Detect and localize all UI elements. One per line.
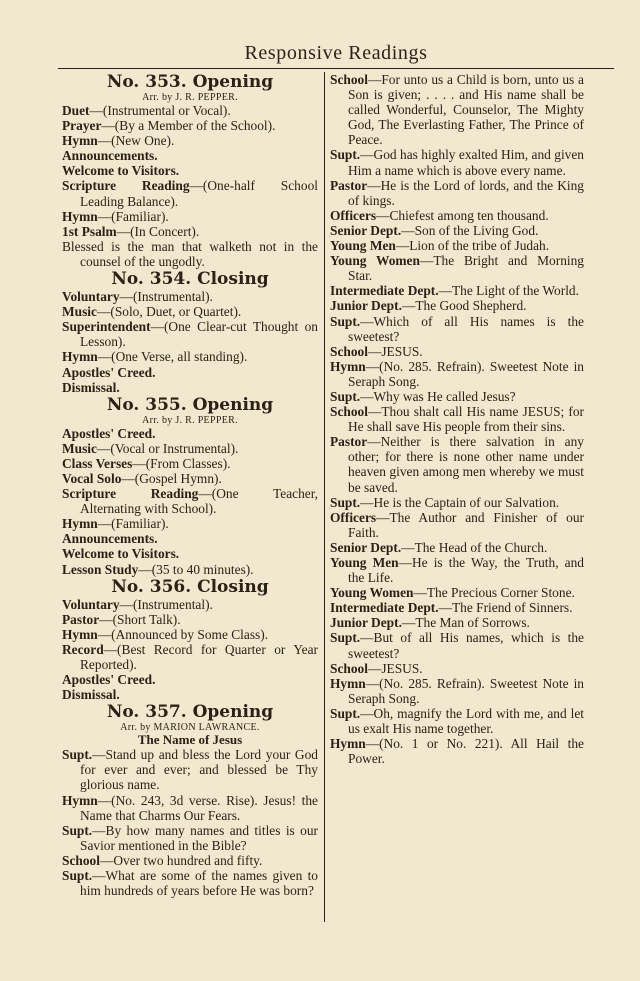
line-text: —(Instrumental or Vocal). [89,103,231,118]
reading-line [330,555,584,585]
line-text: —God has highly exalted Him, and given Him a name which is above every name. [348,147,584,178]
section-heading: No. 353. Opening [106,72,274,92]
line-text: —(Short Talk). [99,611,181,627]
reading-line [330,147,584,177]
speaker-label: Hymn [62,349,98,365]
line-text: —Oh, magnify the Lord with me, and let us exalt His name together. [348,705,584,737]
speaker-label: Apostles' Creed. [62,425,156,441]
speaker-label: Class Verses [62,455,133,471]
line-text: —(Announced by Some Class). [97,626,269,642]
line-text: —(No. 1 or No. 221). All Hail the Power. [348,736,584,767]
reading-line [62,516,318,531]
reading-line [62,597,318,612]
line-text: —For unto us a Child is born, unto us a Son is given; . . . . and His name shall be called Wonderful, Counselor, The Mighty God, The Everlasting Father, The Prince of Peace. [348,72,584,148]
section-lines [62,597,318,703]
speaker-label: Prayer [62,118,102,134]
speaker-label: School [62,852,100,868]
speaker-label: Hymn [330,675,366,691]
speaker-label: Intermediate Dept. [330,283,439,299]
speaker-label: Dismissal. [62,687,120,703]
arranger-credit: Arr. by J. R. PEPPER. [142,92,238,103]
speaker-label: Welcome to Visitors. [62,163,180,179]
speaker-label: Lesson Study [62,561,139,577]
speaker-label: Music [62,304,97,320]
speaker-label: Welcome to Visitors. [62,546,180,562]
line-text: —(35 to 40 minutes). [138,561,254,577]
line-text: —(One Clear-cut Thought on Lesson). [80,319,318,350]
line-text: —The Good Shepherd. [401,298,527,314]
speaker-label: Supt. [330,388,361,404]
reading-line [62,148,318,163]
reading-line [62,163,318,178]
left-column [62,72,318,898]
reading-line [62,687,318,702]
reading-line [62,868,318,898]
reading-line [330,238,584,253]
reading-line [62,133,318,148]
reading-line [62,672,318,687]
speaker-label: Vocal Solo [62,470,122,486]
speaker-label: Junior Dept. [330,298,402,314]
reading-line [330,253,584,283]
line-text: —Neither is there salvation in any other; for there is none other name under heaven given among men whereby we must be saved. [348,434,584,495]
speaker-label: Supt. [330,494,361,510]
speaker-label: Apostles' Creed. [62,364,156,380]
line-text: —Chiefest among ten thousand. [376,207,549,223]
line-text: —Son of the Living God. [401,222,539,238]
line-text: —Lion of the tribe of Judah. [395,238,550,254]
speaker-label: Record [62,641,104,657]
reading-line [62,426,318,441]
speaker-label: Supt. [330,147,361,163]
line-text: —But of all His names, which is the sweetest? [348,630,584,661]
reading-line [330,615,584,630]
reading-line [330,676,584,706]
speaker-label: Senior Dept. [330,222,402,238]
reading-line [330,630,584,660]
reading-line [330,510,584,540]
arranger-credit: Arr. by J. R. PEPPER. [142,414,238,426]
reading-line [62,531,318,546]
line-text: —He is the Way, the Truth, and the Life. [348,555,584,586]
line-text: —(Vocal or Instrumental). [96,440,239,456]
line-text: —(Instrumental). [119,289,213,305]
section-heading: No. 354. Closing [111,269,269,290]
reading-line [62,209,318,224]
column-divider [324,72,325,922]
line-text: —Over two hundred and fifty. [99,852,263,868]
speaker-label: Officers [330,509,377,525]
reading-line [330,600,584,615]
speaker-label: Hymn [62,792,98,808]
line-text: —(One Verse, all standing). [97,349,248,365]
line-text: —(By a Member of the School). [101,118,276,134]
speaker-label: Announcements. [62,148,158,164]
line-text: —Stand up and bless the Lord your God for ever and ever; and blessed be Thy glorious name. [80,747,318,793]
speaker-label: Hymn [330,736,366,752]
line-text: —(Solo, Duet, or Quartet). [96,304,242,320]
speaker-label: Pastor [62,611,100,627]
speaker-label: Young Men [330,555,399,570]
line-text: —(Instrumental). [119,596,213,612]
line-text: —(No. 243, 3d verse. Rise). Jesus! the Name that Charms Our Fears. [80,792,318,823]
speaker-label: Supt. [330,705,361,721]
reading-line [330,585,584,600]
line-text: —The Bright and Morning Star. [348,253,584,284]
reading-line [62,178,318,208]
speaker-label: School [330,72,368,87]
speaker-label: Announcements. [62,531,158,547]
line-text: —(No. 285. Refrain). Sweetest Note in Seraph Song. [348,358,584,389]
reading-line [330,178,584,208]
reading-line [330,495,584,510]
reading-subtitle: The Name of Jesus [137,732,243,748]
speaker-label: 1st Psalm [62,223,117,239]
reading-line [62,456,318,471]
reading-line [330,223,584,238]
reading-line [62,118,318,133]
reading-line [62,103,318,118]
reading-line [62,642,318,672]
reading-line [62,441,318,456]
speaker-label: Young Women [330,585,414,601]
reading-line [330,72,584,147]
reading-line [330,661,584,676]
reading-line [62,612,318,627]
speaker-label: Hymn [330,358,366,374]
speaker-label: Superintendent [62,319,151,335]
reading-line [62,546,318,561]
line-text: —JESUS. [367,660,423,676]
reading-line [330,389,584,404]
line-text: —JESUS. [367,343,423,359]
reading-line [62,627,318,642]
speaker-label: Music [62,440,97,456]
reading-line [330,298,584,313]
line-text: —The Light of the World. [438,283,579,299]
speaker-label: Senior Dept. [330,539,402,555]
speaker-label: Supt. [330,630,361,646]
line-text: —(New One). [97,133,175,149]
reading-line [62,853,318,868]
line-text: —He is the Captain of our Salvation. [360,494,560,510]
line-text: —(Best Record for Quarter or Year Reported). [80,641,318,672]
speaker-label: Hymn [62,208,98,224]
header-rule [58,68,614,69]
section-lines [62,289,318,395]
speaker-label: Duet [62,103,90,118]
reading-line [330,736,584,766]
section-heading: No. 357. Opening [106,702,274,723]
reading-line [330,283,584,298]
reading-line [330,344,584,359]
line-text: —(Familiar). [97,516,169,532]
speaker-label: Scripture Reading [62,178,190,194]
speaker-label: School [330,404,368,420]
reading-line [330,540,584,555]
line-text: —The Friend of Sinners. [438,600,573,616]
speaker-label: Voluntary [62,596,120,612]
line-text: —The Head of the Church. [401,539,548,555]
section-lines [62,103,318,269]
reading-line [330,314,584,344]
line-text: —The Author and Finisher of our Faith. [348,509,584,540]
speaker-label: Hymn [62,133,98,149]
speaker-label: School [330,660,368,676]
page-title: Responsive Readings [244,42,428,64]
line-text: —Which of all His names is the sweetest? [348,313,584,344]
speaker-label: Supt. [62,747,93,763]
line-text: —Thou shalt call His name JESUS; for He shall save His people from their sins. [348,404,584,435]
speaker-label: Supt. [330,313,361,329]
speaker-label: Young Men [330,238,396,254]
reading-line [62,349,318,364]
line-text: —(One Teacher, Alternating with School). [80,486,318,517]
reading-line [62,289,318,304]
reading-line [62,793,318,823]
right-column [330,72,584,766]
line-text: Blessed is the man that walketh not in the counsel of the ungodly. [62,238,318,269]
speaker-label: Pastor [330,177,368,193]
speaker-label: Hymn [62,516,98,532]
speaker-label: Apostles' Creed. [62,672,156,688]
reading-line [330,404,584,434]
reading-line [62,239,318,269]
line-text: —The Precious Corner Stone. [413,585,575,601]
arranger-credit: Arr. by MARION LAWRANCE. [120,722,260,734]
reading-line [62,823,318,853]
speaker-label: Hymn [62,626,98,642]
speaker-label: Supt. [62,868,93,884]
speaker-label: Supt. [62,822,93,838]
reading-line [62,486,318,516]
speaker-label: Young Women [330,253,420,269]
speaker-label: School [330,343,368,359]
speaker-label: Dismissal. [62,379,120,395]
speaker-label: Officers [330,207,377,223]
line-text: —(One-half School Leading Balance). [80,178,318,209]
section-heading: No. 355. Opening [106,394,274,415]
reading-line [330,706,584,736]
speaker-label: Intermediate Dept. [330,600,439,616]
speaker-label: Junior Dept. [330,615,402,631]
speaker-label: Scripture Reading [62,486,199,502]
section-lines [330,72,584,766]
line-text: —(Familiar). [97,208,169,224]
section-lines [62,747,318,898]
section-lines [62,426,318,577]
line-text: —(No. 285. Refrain). Sweetest Note in Seraph Song. [348,675,584,706]
speaker-label: Voluntary [62,289,120,305]
reading-line [62,304,318,319]
reading-line [62,365,318,380]
reading-line [62,471,318,486]
section-heading: No. 356. Closing [111,576,269,597]
line-text: —What are some of the names given to him hundreds of years before He was born? [80,868,318,899]
line-text: —By how many names and titles is our Savior mentioned in the Bible? [80,822,318,853]
reading-line [330,208,584,223]
reading-line [62,224,318,239]
reading-line [62,562,318,577]
line-text: —(From Classes). [132,455,231,471]
line-text: —(Gospel Hymn). [121,470,222,486]
line-text: —The Man of Sorrows. [401,615,530,631]
line-text: —(In Concert). [116,223,200,239]
speaker-label: Pastor [330,434,368,450]
reading-line [62,380,318,395]
line-text: —He is the Lord of lords, and the King of kings. [348,177,584,208]
reading-line [62,747,318,792]
reading-line [62,319,318,349]
reading-line [330,434,584,494]
reading-line [330,359,584,389]
line-text: —Why was He called Jesus? [360,388,516,404]
